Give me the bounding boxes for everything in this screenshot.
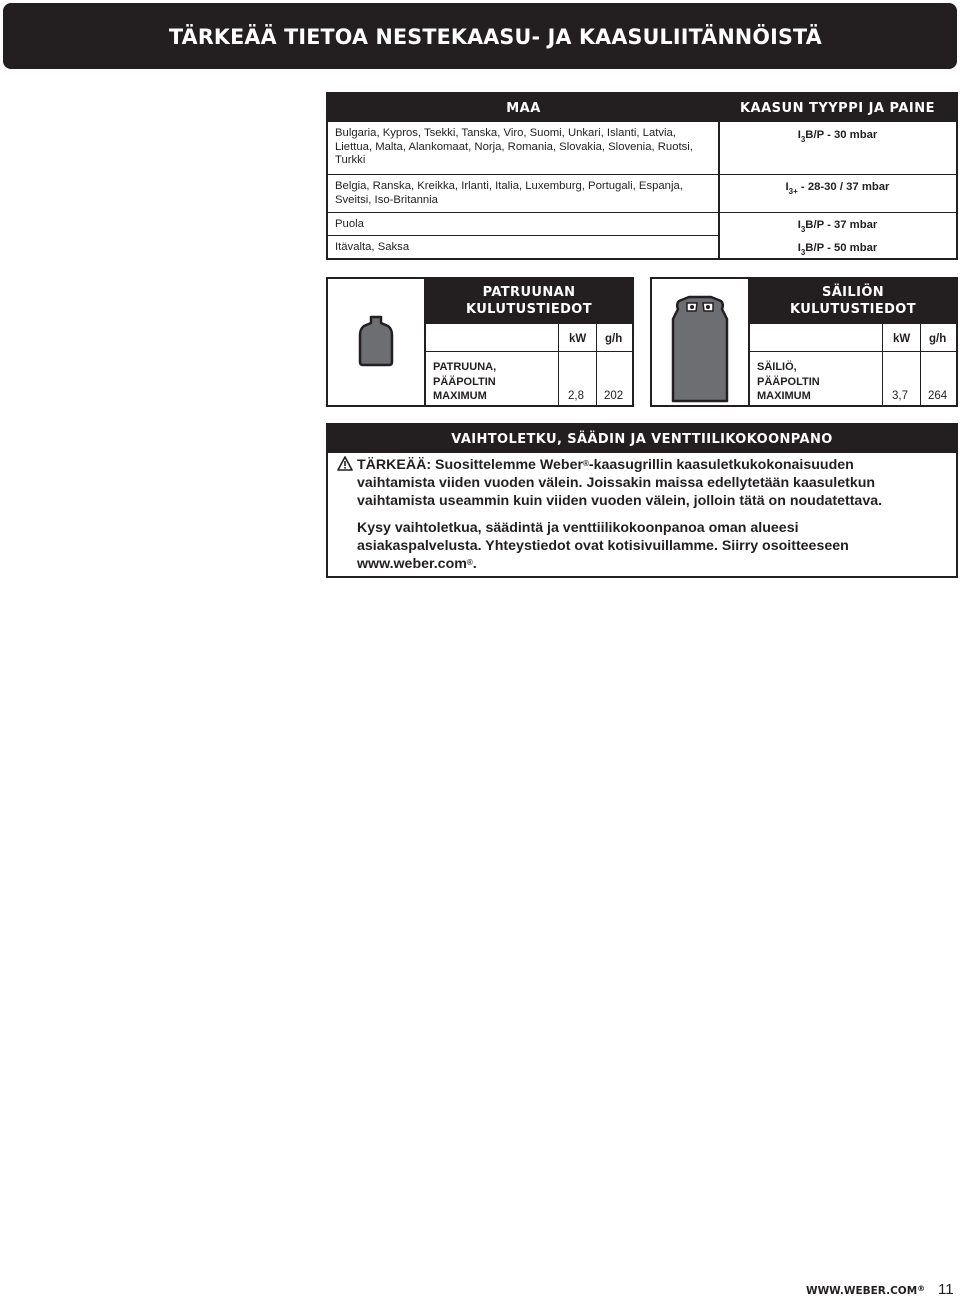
gas-pressure-value: $I_{3+} - 28-30 / 37$ mbar	[785, 181, 890, 196]
gh-unit-label: g/h	[929, 333, 947, 345]
country-column-header: MAA	[328, 94, 719, 122]
weber-link[interactable]: www.weber.com	[357, 556, 467, 572]
unit-row	[426, 324, 632, 352]
contact-line: asiakaspalvelusta. Yhteystiedot ovat kotisivuillamme. Siirry osoitteeseen	[357, 538, 849, 554]
cartridge-consumption-box	[326, 277, 634, 407]
page-title: TÄRKEÄÄ TIETOA NESTEKAASU- JA KAASULIITÄNNÖISTÄ	[169, 25, 822, 50]
footer-url[interactable]: WWW.WEBER.COM®	[806, 1284, 926, 1297]
title-bar	[3, 3, 957, 69]
gas-tank-icon	[652, 279, 748, 405]
kw-unit-label: kW	[569, 333, 587, 345]
column-divider	[882, 324, 883, 405]
gh-unit-label: g/h	[605, 333, 623, 345]
country-list: Belgia, Ranska, Kreikka, Irlanti, Italia, Luxemburg, Portugali, Espanja, Sveitsi, Iso-Britannia	[335, 180, 683, 206]
tank-header: SÄILIÖN KULUTUSTIEDOT	[750, 279, 956, 324]
country-list: Bulgaria, Kypros, Tsekki, Tanska, Viro, Suomi, Unkari, Islanti, Latvia, Liettua, Malta, Alankomaat, Norja, Romania, Slovakia, Slovenia, Ruotsi, Turkki	[335, 127, 693, 166]
column-divider	[558, 324, 559, 405]
row-divider	[328, 174, 956, 175]
cartridge-kw-value: 2,8	[568, 390, 584, 402]
gas-column-header: KAASUN TYYPPI JA PAINE	[719, 94, 956, 122]
gas-pressure-value: $I_3B/P - 30$ mbar	[797, 129, 878, 144]
tank-row-label: SÄILIÖ, PÄÄPOLTIN MAXIMUM	[757, 361, 820, 402]
tank-consumption-box	[650, 277, 958, 407]
country-list: Itävalta, Saksa	[335, 241, 410, 253]
gas-cartridge-icon	[328, 279, 424, 405]
tank-kw-value: 3,7	[892, 390, 908, 402]
column-divider	[596, 324, 597, 405]
cartridge-header: PATRUUNAN KULUTUSTIEDOT	[426, 279, 632, 324]
page-number: 11	[938, 1281, 954, 1298]
warning-line: TÄRKEÄÄ: Suosittelemme Weber®-kaasugrillin kaasuletkukokonaisuuden	[357, 457, 854, 473]
contact-line: Kysy vaihtoletkua, säädintä ja venttiilikokoonpanoa oman alueesi	[357, 520, 799, 536]
warning-line: vaihtamista useammin kuin viiden vuoden välein, jolloin tätä on noudatettava.	[357, 493, 883, 509]
hose-info-box	[326, 423, 958, 578]
kw-unit-label: kW	[893, 333, 911, 345]
row-divider	[328, 212, 956, 213]
hose-header: VAIHTOLETKU, SÄÄDIN JA VENTTIILIKOKOONPANO	[328, 425, 956, 453]
column-divider	[920, 324, 921, 405]
unit-row	[750, 324, 956, 352]
column-divider	[718, 94, 720, 258]
row-divider	[328, 235, 718, 236]
gas-type-table	[326, 92, 958, 260]
gas-pressure-value: $I_3B/P - 50$ mbar	[797, 242, 878, 257]
warning-icon	[337, 456, 353, 471]
gas-pressure-value: $I_3B/P - 37$ mbar	[797, 219, 878, 234]
country-list: Puola	[335, 218, 364, 230]
tank-gh-value: 264	[928, 390, 948, 402]
contact-line: www.weber.com®.	[357, 556, 477, 572]
warning-line: vaihtamista viiden vuoden välein. Joissakin maissa edellytetään kaasuletkun	[357, 475, 876, 491]
cartridge-gh-value: 202	[604, 390, 624, 402]
cartridge-row-label: PATRUUNA, PÄÄPOLTIN MAXIMUM	[433, 361, 497, 402]
